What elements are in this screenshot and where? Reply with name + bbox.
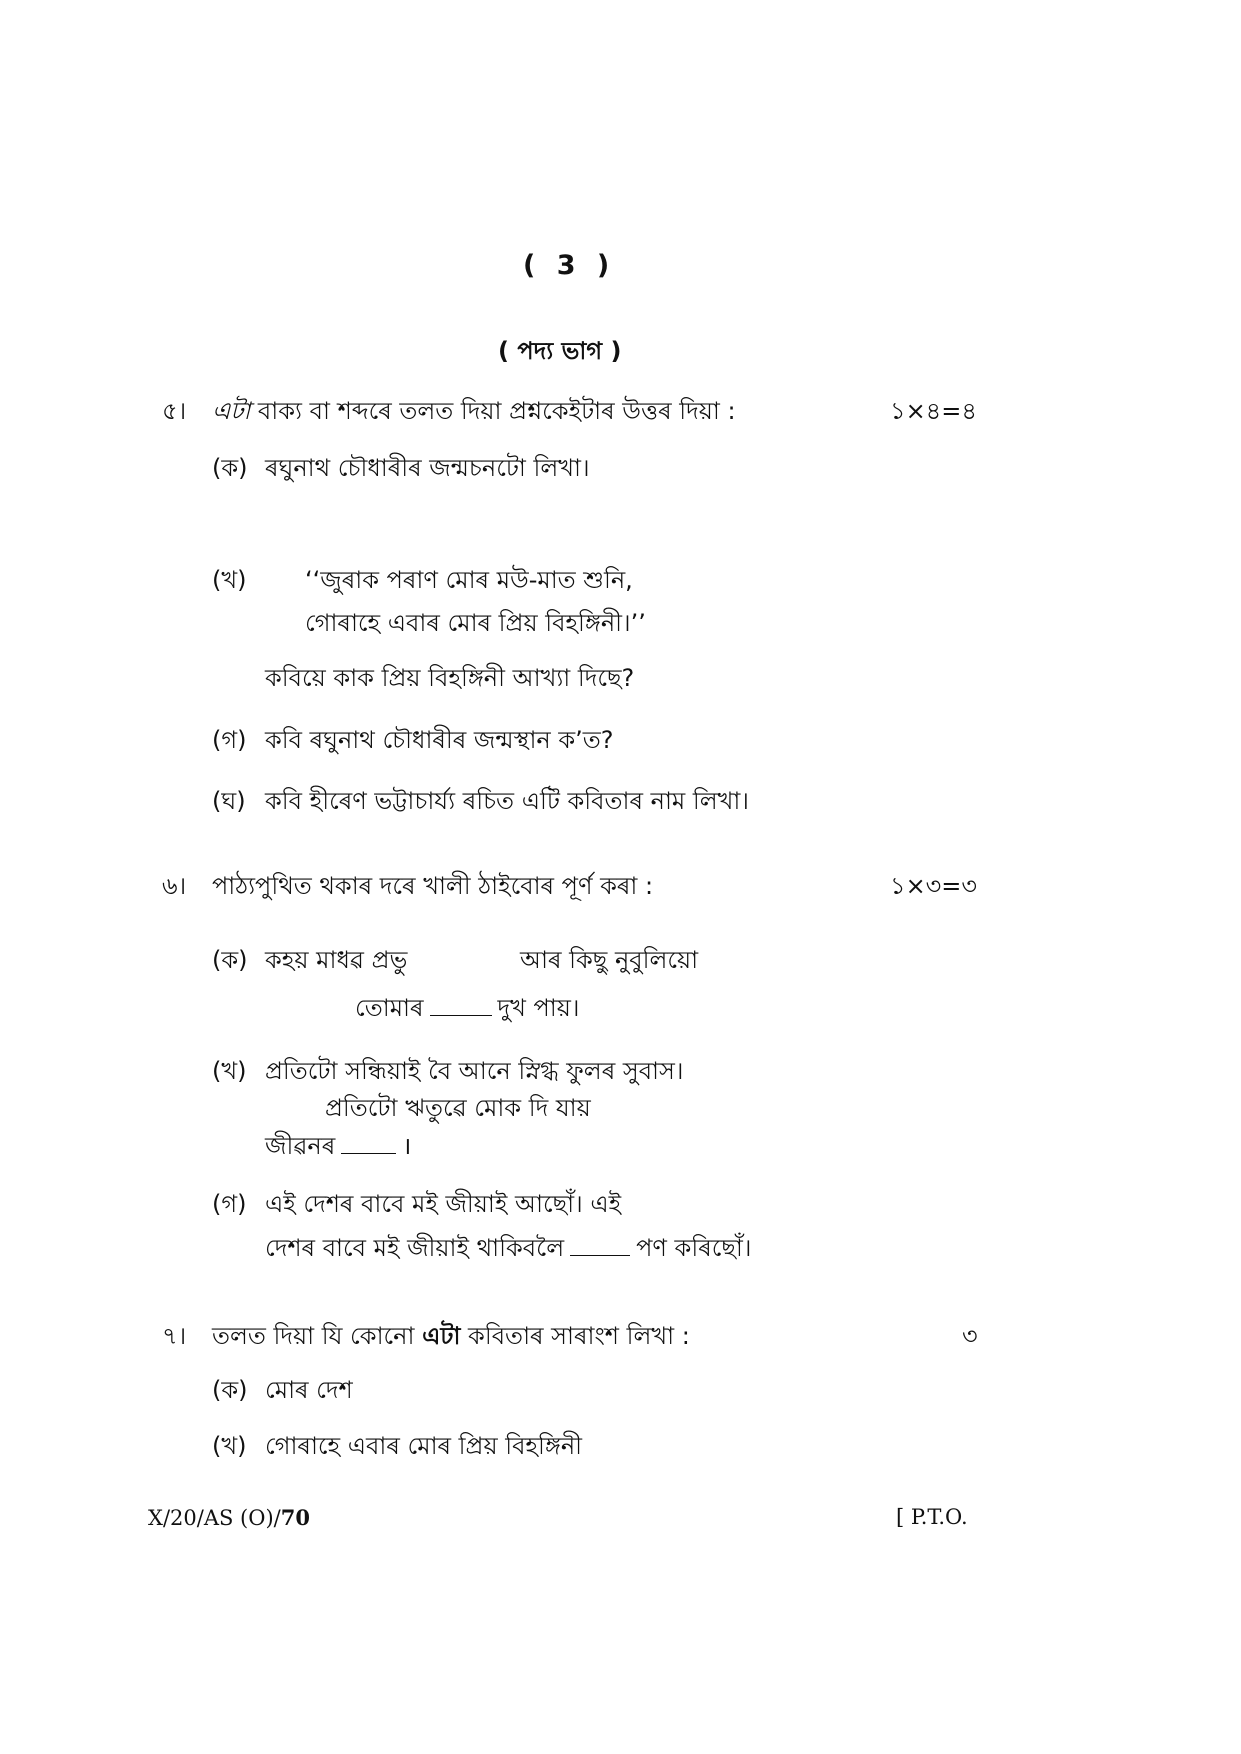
q5-kha-question: কবিয়ে কাক প্ৰিয় বিহঙ্গিনী আখ্যা দিছে? [265, 664, 635, 692]
q5-gha-label: (ঘ) [212, 787, 246, 815]
paper-code-number: 70 [280, 1505, 310, 1530]
q7-text-a: তলত দিয়া যি কোনো [212, 1322, 415, 1350]
q6-kha-line1: প্ৰতিটো সন্ধিয়াই বৈ আনে স্নিগ্ধ ফুলৰ সুবাস। [265, 1057, 684, 1085]
q5-number: ৫। [162, 397, 187, 425]
q6-ka-line2a: তোমাৰ [355, 994, 424, 1022]
blank-line [570, 1254, 630, 1256]
section-title: ( পদ্য ভাগ ) [498, 337, 622, 365]
q6-instruction: পাঠ্যপুথিত থকাৰ দৰে খালী ঠাইবোৰ পূৰ্ণ কৰা : [212, 872, 654, 900]
paper-code-prefix: X/20/AS (O)/ [148, 1506, 281, 1530]
q5-gha-text: কবি হীৰেণ ভট্টাচাৰ্য্য ৰচিত এটি কবিতাৰ নাম লিখা। [265, 787, 749, 815]
q6-ga-line2 [265, 1230, 751, 1270]
q6-ka-line2b: দুখ পায়। [497, 994, 580, 1022]
q6-ga-line1: এই দেশৰ বাবে মই জীয়াই আছোঁ। এই [265, 1190, 622, 1218]
q7-instruction [212, 1318, 690, 1358]
q5-marks: ১×৪=৪ [890, 397, 977, 425]
page-number: ( 3 ) [523, 250, 616, 281]
q5-ka-label: (ক) [212, 454, 248, 482]
q5-kha-label: (খ) [212, 566, 247, 594]
q6-kha-label: (খ) [212, 1057, 247, 1085]
q7-ka-label: (ক) [212, 1376, 248, 1404]
q5-instruction [212, 393, 736, 433]
q6-kha-line3 [265, 1128, 411, 1168]
q5-lead: এটা [212, 397, 251, 425]
q6-kha-line3b: । [402, 1132, 412, 1160]
q5-text: বাক্য বা শব্দৰে তলত দিয়া প্ৰশ্নকেইটাৰ উত্তৰ দিয়া : [250, 397, 736, 425]
q5-ka-text: ৰঘুনাথ চৌধাৰীৰ জন্মচনটো লিখা। [265, 454, 590, 482]
q5-kha-quote-line2: গোৰাহে এবাৰ মোৰ প্ৰিয় বিহঙ্গিনী।’’ [305, 609, 646, 637]
q7-ka-text: মোৰ দেশ [265, 1376, 353, 1404]
q7-text-b: কবিতাৰ সাৰাংশ লিখা : [468, 1322, 690, 1350]
q6-ka-line1b: আৰ কিছু নুবুলিয়ো [520, 946, 699, 974]
q5-kha-quote-line1: ‘‘জুৰাক পৰাণ মোৰ মউ-মাত শুনি, [305, 566, 633, 594]
q6-ga-label: (গ) [212, 1190, 247, 1218]
blank-line [430, 1014, 492, 1016]
q7-marks: ৩ [962, 1322, 978, 1350]
q6-kha-line3a: জীৱনৰ [265, 1132, 336, 1160]
q7-kha-text: গোৰাহে এবাৰ মোৰ প্ৰিয় বিহঙ্গিনী [265, 1432, 583, 1460]
q7-number: ৭। [162, 1322, 187, 1350]
q6-ga-line2a: দেশৰ বাবে মই জীয়াই থাকিবলৈ [265, 1234, 565, 1262]
q6-ka-label: (ক) [212, 946, 248, 974]
q7-text-bold: এটা [422, 1322, 461, 1350]
q6-number: ৬। [162, 872, 187, 900]
q7-kha-label: (খ) [212, 1432, 247, 1460]
q6-kha-line2: প্ৰতিটো ঋতুৱে মোক দি যায় [325, 1094, 591, 1122]
pto-label: [ P.T.O. [896, 1505, 968, 1529]
q6-marks: ১×৩=৩ [890, 872, 978, 900]
q5-ga-text: কবি ৰঘুনাথ চৌধাৰীৰ জন্মস্থান ক’ত? [265, 726, 614, 754]
paper-code [148, 1505, 310, 1530]
blank-line [341, 1152, 396, 1154]
q5-ga-label: (গ) [212, 726, 247, 754]
q6-ka-line2 [355, 990, 580, 1030]
q6-ka-line1a: কহয় মাধৱ প্ৰভু [265, 946, 408, 974]
q6-ga-line2b: পণ কৰিছোঁ। [636, 1234, 752, 1262]
